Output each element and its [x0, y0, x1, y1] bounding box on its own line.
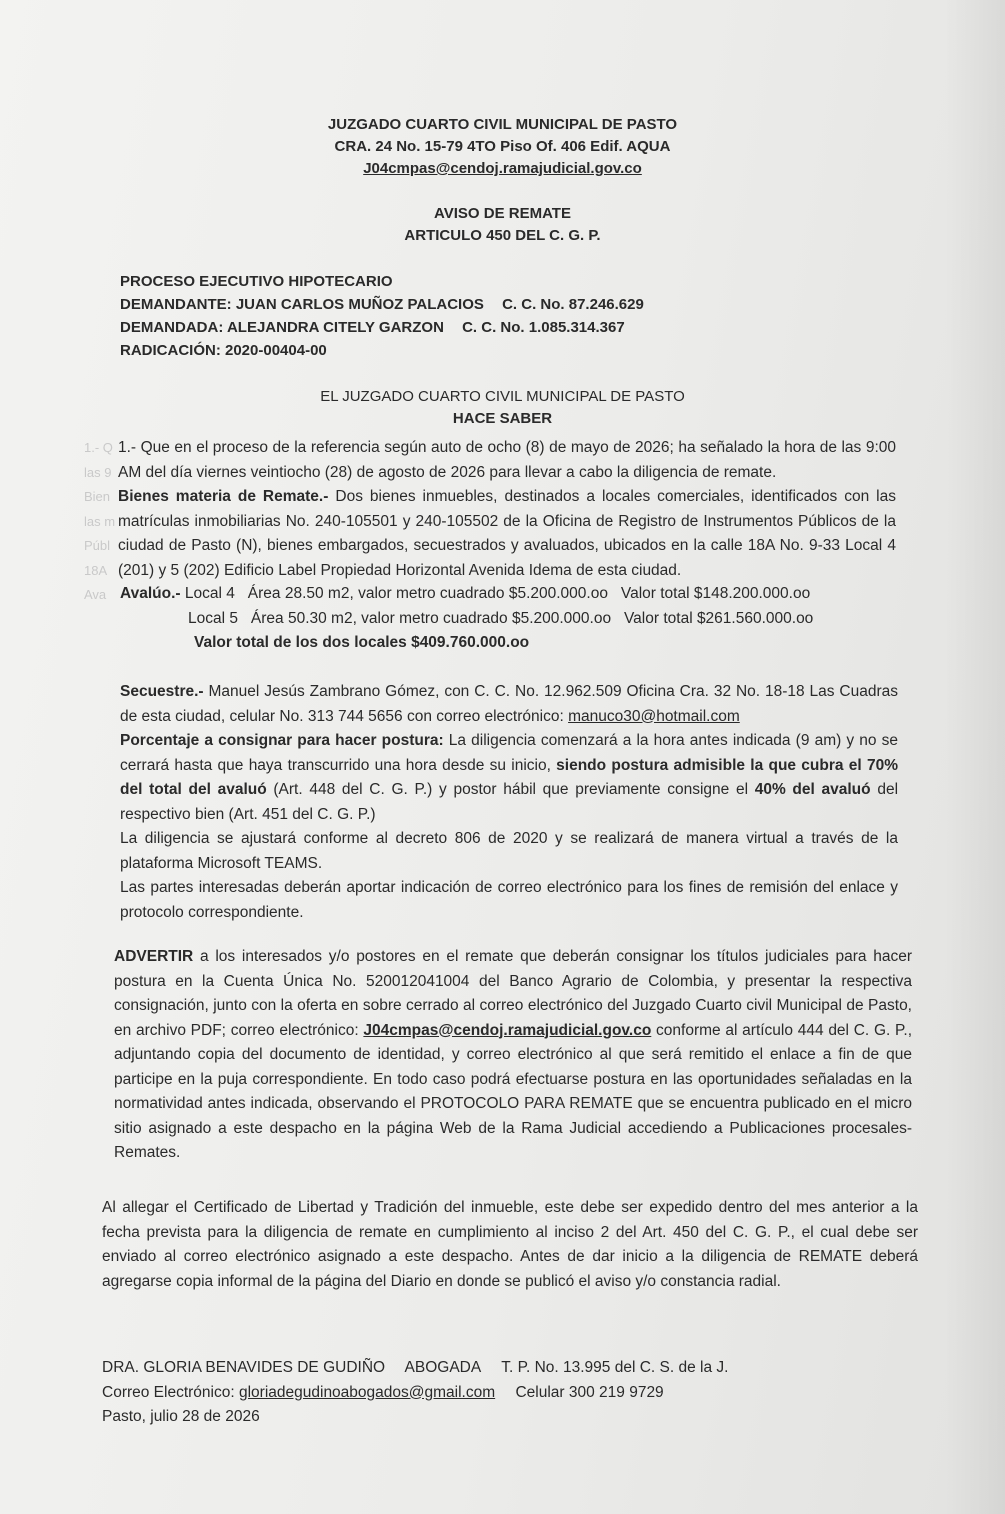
signer-contact: [102, 1381, 728, 1406]
signer-tp: T. P. No. 13.995 del C. S. de la J.: [501, 1359, 729, 1376]
signer-name: DRA. GLORIA BENAVIDES DE GUDIÑO: [102, 1359, 386, 1376]
defendant-line: [120, 316, 644, 339]
paragraph-percentage: [120, 729, 898, 827]
percentage-label: Porcentaje a consignar para hacer postura:: [120, 732, 444, 749]
custodian-text: Manuel Jesús Zambrano Gómez, con C. C. No. 12.962.509 Oficina Cra. 32 No. 18-18 Las Cuadras de esta ciudad, celular No. 313 744 5656 con correo electrónico:: [120, 683, 898, 725]
warning-label: ADVERTIR: [114, 948, 194, 965]
court-email: J04cmpas@cendoj.ramajudicial.gov.co: [363, 160, 642, 177]
hace-saber: HACE SABER: [452, 410, 553, 427]
goods-text: Dos bienes inmuebles, destinados a locales comerciales, identificados con las matrículas inmobiliarias No. 240-105501 y 240-105502 de la Oficina de Registro de Instrumentos Públicos de la ciudad de Pasto (N), bienes embargados, secuestrados y avaluados, ubicados en la calle 18A No. 9-33 Local 4 (201) y 5 (202) Edificio Label Propiedad Horizontal Avenida Idema de esta ciudad.: [118, 488, 897, 579]
signer-phone: Celular 300 219 9729: [515, 1383, 664, 1401]
custodian-label: Secuestre.-: [120, 683, 204, 700]
filing-line: [120, 339, 644, 362]
ghost-line: 18A: [84, 562, 108, 578]
ghost-line: 1.- Q: [84, 440, 113, 455]
signer-email-label: Correo Electrónico:: [102, 1383, 235, 1401]
warning-text-a: a los interesados y/o postores en el remate que deberán consignar los títulos judiciales para hacer postura en la Cuenta Única No. 520012041004 del Banco Agrario de Colombia, y presentar la respectiva consignación, junto con la oferta en sobre cerrado al correo electrónico del Juzgado Cuarto civil Municipal de Pasto, en archivo PDF; correo electrónico:: [114, 948, 912, 1039]
percentage-text-a: La diligencia comenzará a la hora antes indicada (9 am) y no se cerrará hasta que haya transcurrido una hora desde su inicio,: [120, 732, 898, 774]
plaintiff-name: JUAN CARLOS MUÑOZ PALACIOS: [235, 296, 484, 313]
certificate-text: Al allegar el Certificado de Libertad y Tradición del inmueble, este debe ser expedido dentro del mes anterior a la fecha prevista para la diligencia de remate en cumplimiento al inciso 2 del Art. 450 del C. G. P., el cual debe ser enviado al correo electrónico asignado a este despacho. Antes de dar inicio a la diligencia de REMATE deberá agregarse copia informal de la página del Diario en donde se publicó el aviso y/o constancia radial.: [102, 1199, 918, 1290]
court-header: [0, 114, 1005, 180]
notice-article: ARTICULO 450 DEL C. G. P.: [404, 227, 601, 244]
appraisal-block: [120, 582, 813, 656]
notice-title-block: [0, 203, 1005, 247]
paragraph-goods: [118, 485, 896, 583]
percentage-bold-b: 40% del avaluó: [754, 781, 871, 798]
case-details: [120, 270, 644, 362]
warning-block: [114, 945, 912, 1166]
warning-text-b: conforme al artículo 444 del C. G. P., adjuntando copia del documento de identidad, y correo electrónico al que será remitido el enlace a fin de que participe en la puja correspondiente. En todo caso podrá efectuarse postura en las oportunidades señaladas en la normatividad antes indicada, observando el PROTOCOLO PARA REMATE que se encuentra publicado en el micro sitio asignado a este despacho en la página Web de la Rama Judicial accediendo a Publicaciones procesales-Remates.: [114, 1021, 913, 1161]
appraisal-local-4: [120, 582, 813, 607]
local-4-text: Local 4 Área 28.50 m2, valor metro cuadrado $5.200.000.oo Valor total $148.200.000.oo: [184, 585, 811, 602]
appraisal-total: Valor total de los dos locales $409.760.000.oo: [194, 634, 530, 651]
custodian-block: [120, 680, 898, 925]
paragraph-parties: Las partes interesadas deberán aportar indicación de correo electrónico para los fines de remisión del enlace y protocolo correspondiente.: [120, 879, 898, 921]
court-name: JUZGADO CUARTO CIVIL MUNICIPAL DE PASTO: [327, 116, 678, 133]
goods-label: Bienes materia de Remate.-: [118, 488, 329, 505]
signer-email: gloriadegudinoabogados@gmail.com: [238, 1383, 496, 1401]
ghost-line: Ava: [84, 587, 107, 602]
process-type: PROCESO EJECUTIVO HIPOTECARIO: [120, 273, 393, 290]
defendant-id: C. C. No. 1.085.314.367: [462, 319, 625, 336]
announce-court: EL JUZGADO CUARTO CIVIL MUNICIPAL DE PASTO: [320, 388, 685, 405]
appraisal-label: Avalúo.-: [120, 585, 181, 602]
ghost-line: las 9: [84, 464, 112, 480]
ghost-line: Bien: [84, 489, 111, 504]
certificate-block: [102, 1196, 918, 1294]
percentage-text-b: (Art. 448 del C. G. P.) y postor hábil que previamente consigne el: [273, 781, 749, 798]
filing-number: 2020-00404-00: [225, 342, 327, 359]
notice-title: AVISO DE REMATE: [434, 205, 571, 222]
announce-block: [0, 386, 1005, 430]
ghost-line: Públ: [84, 538, 111, 553]
defendant-name: ALEJANDRA CITELY GARZON: [226, 319, 444, 336]
ghost-line: las m: [84, 513, 116, 529]
paragraph-virtual: La diligencia se ajustará conforme al decreto 806 de 2020 y se realizará de manera virtual a través de la plataforma Microsoft TEAMS.: [120, 830, 898, 872]
auction-details: [118, 436, 896, 583]
paragraph-custodian: [120, 680, 898, 729]
place-date: Pasto, julio 28 de 2026: [102, 1408, 260, 1425]
plaintiff-id: C. C. No. 87.246.629: [502, 296, 644, 313]
bleed-through-margin: [84, 436, 115, 608]
appraisal-local-5: [120, 607, 813, 632]
signer-line: [102, 1356, 728, 1381]
signer-role: ABOGADA: [404, 1359, 482, 1376]
warning-email: J04cmpas@cendoj.ramajudicial.gov.co: [363, 1021, 652, 1039]
plaintiff-line: [120, 293, 644, 316]
court-address: CRA. 24 No. 15-79 4TO Piso Of. 406 Edif. AQUA: [334, 138, 671, 155]
percentage-text-c: del respectivo bien (Art. 451 del C. G. P.): [120, 781, 899, 823]
filing-label: RADICACIÓN:: [120, 342, 221, 359]
signature-block: [102, 1356, 728, 1430]
custodian-email: manuco30@hotmail.com: [568, 707, 740, 725]
paragraph-date: 1.- Que en el proceso de la referencia según auto de ocho (8) de mayo de 2026; ha señalado la hora de las 9:00 AM del día viernes veintiocho (28) de agosto de 2026 para llevar a cabo la diligencia de remate.: [118, 439, 896, 481]
plaintiff-label: DEMANDANTE:: [120, 296, 232, 313]
defendant-label: DEMANDADA:: [120, 319, 224, 336]
local-5-text: Local 5 Área 50.30 m2, valor metro cuadrado $5.200.000.oo Valor total $261.560.000.oo: [188, 609, 814, 627]
percentage-bold-a: siendo postura admisible la que cubra el 70% del total del avaluó: [120, 756, 899, 798]
